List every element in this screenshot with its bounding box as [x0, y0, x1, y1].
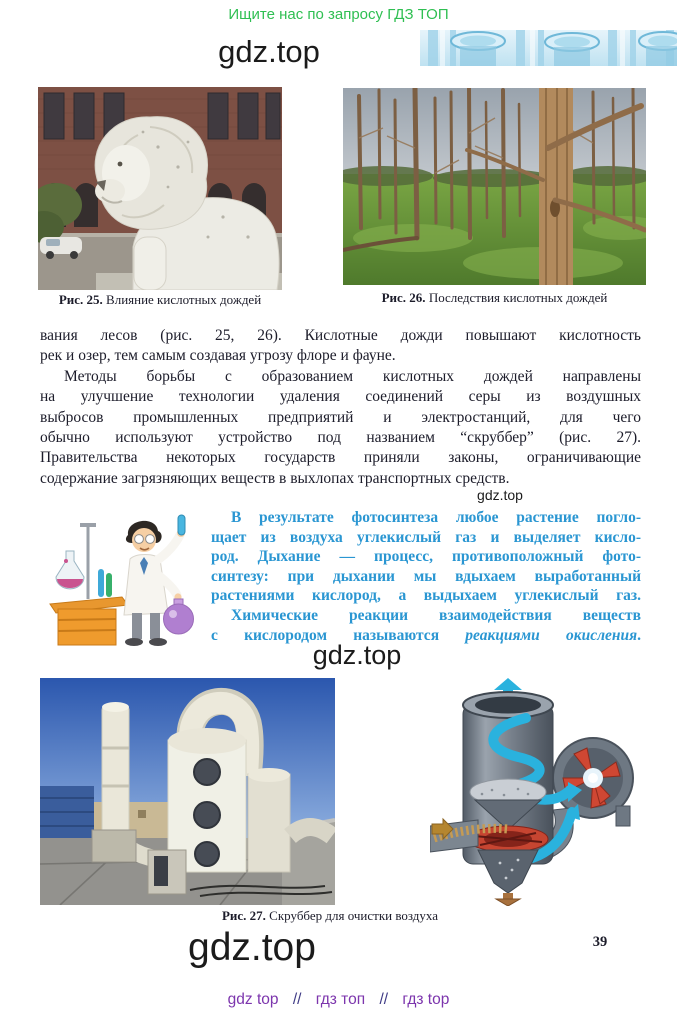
figure-25-image	[38, 87, 282, 290]
body-line: содержание загрязняющих веществ в выхлопах транспортных средств.	[40, 469, 510, 487]
footer-link-gdz-top[interactable]: gdz top	[227, 991, 279, 1008]
footer-links	[0, 991, 677, 1009]
figure-27-caption-text: Скруббер для очистки воздуха	[269, 908, 439, 923]
scientist-cartoon-image	[44, 509, 200, 647]
figure-27-photo	[40, 678, 335, 905]
figure-27-caption	[25, 908, 635, 924]
footer-link-gdz-top-cyrillic-1[interactable]: гдз топ	[315, 991, 366, 1008]
infobox-line: щает из воздуха углекислый газ и выделяет кисло-	[211, 528, 641, 546]
body-line: Методы борьбы с образованием кислотных дождей направлены	[64, 367, 641, 385]
body-line: вания лесов (рис. 25, 26). Кислотные дожди повышают кислотность	[40, 327, 641, 344]
infobox-line7-suffix: .	[637, 626, 641, 644]
infobox-line: синтезу: при дыхании мы вдыхаем выработанный	[211, 567, 641, 585]
watermark-top: gdz.top	[218, 34, 320, 69]
watermark-middle: gdz.top	[312, 640, 402, 670]
test-tubes-banner-image	[420, 30, 677, 66]
figure-27-caption-label: Рис. 27.	[221, 908, 266, 923]
footer-separator: //	[379, 991, 389, 1008]
infobox-line7-prefix: с кислородом называются	[211, 626, 466, 644]
figure-26-image	[343, 88, 646, 285]
infobox-line: растениями кислород, а выдыхаем углекислый газ.	[211, 587, 641, 605]
footer-link-gdz-top-cyrillic-2[interactable]: гдз top	[402, 991, 450, 1008]
body-line: Правительства некоторых государств приняли законы, ограничивающие	[40, 449, 641, 467]
promo-header: Ищите нас по запросу ГДЗ ТОП	[228, 6, 449, 23]
page-number: 39	[592, 934, 608, 950]
infobox-line: род. Дыхание — процесс, противоположный фото-	[211, 548, 641, 566]
figure-26-caption-text: Последствия кислотных дождей	[428, 290, 608, 305]
infobox-term-oxidation-reactions: реакциями окисления	[465, 626, 638, 644]
footer-separator: //	[292, 991, 302, 1008]
infobox-line: В результате фотосинтеза любое растение погло-	[231, 509, 641, 526]
figure-27-diagram	[430, 678, 645, 906]
body-line: выбросов промышленных предприятий и электростанций, для чего	[40, 408, 641, 426]
body-line: рек и озер, тем самым создавая угрозу флоре и фауне.	[40, 347, 396, 365]
body-line: обычно используют устройство под названием “скруббер” (рис. 27).	[40, 429, 641, 447]
body-text	[40, 326, 641, 489]
figure-25-caption-label: Рис. 25.	[58, 292, 103, 307]
figure-26-caption	[343, 290, 646, 306]
infobox-text	[211, 508, 641, 645]
figure-25-caption-text: Влияние кислотных дождей	[106, 292, 262, 307]
watermark-small: gdz.top	[477, 487, 523, 503]
figure-26-caption-label: Рис. 26.	[381, 290, 426, 305]
figure-25-caption	[38, 292, 282, 308]
watermark-bottom: gdz.top	[188, 926, 316, 969]
infobox-line: Химические реакции взаимодействия веществ	[231, 606, 641, 624]
body-line: на улучшение технологии удаления соединений серы из воздушных	[40, 388, 641, 406]
